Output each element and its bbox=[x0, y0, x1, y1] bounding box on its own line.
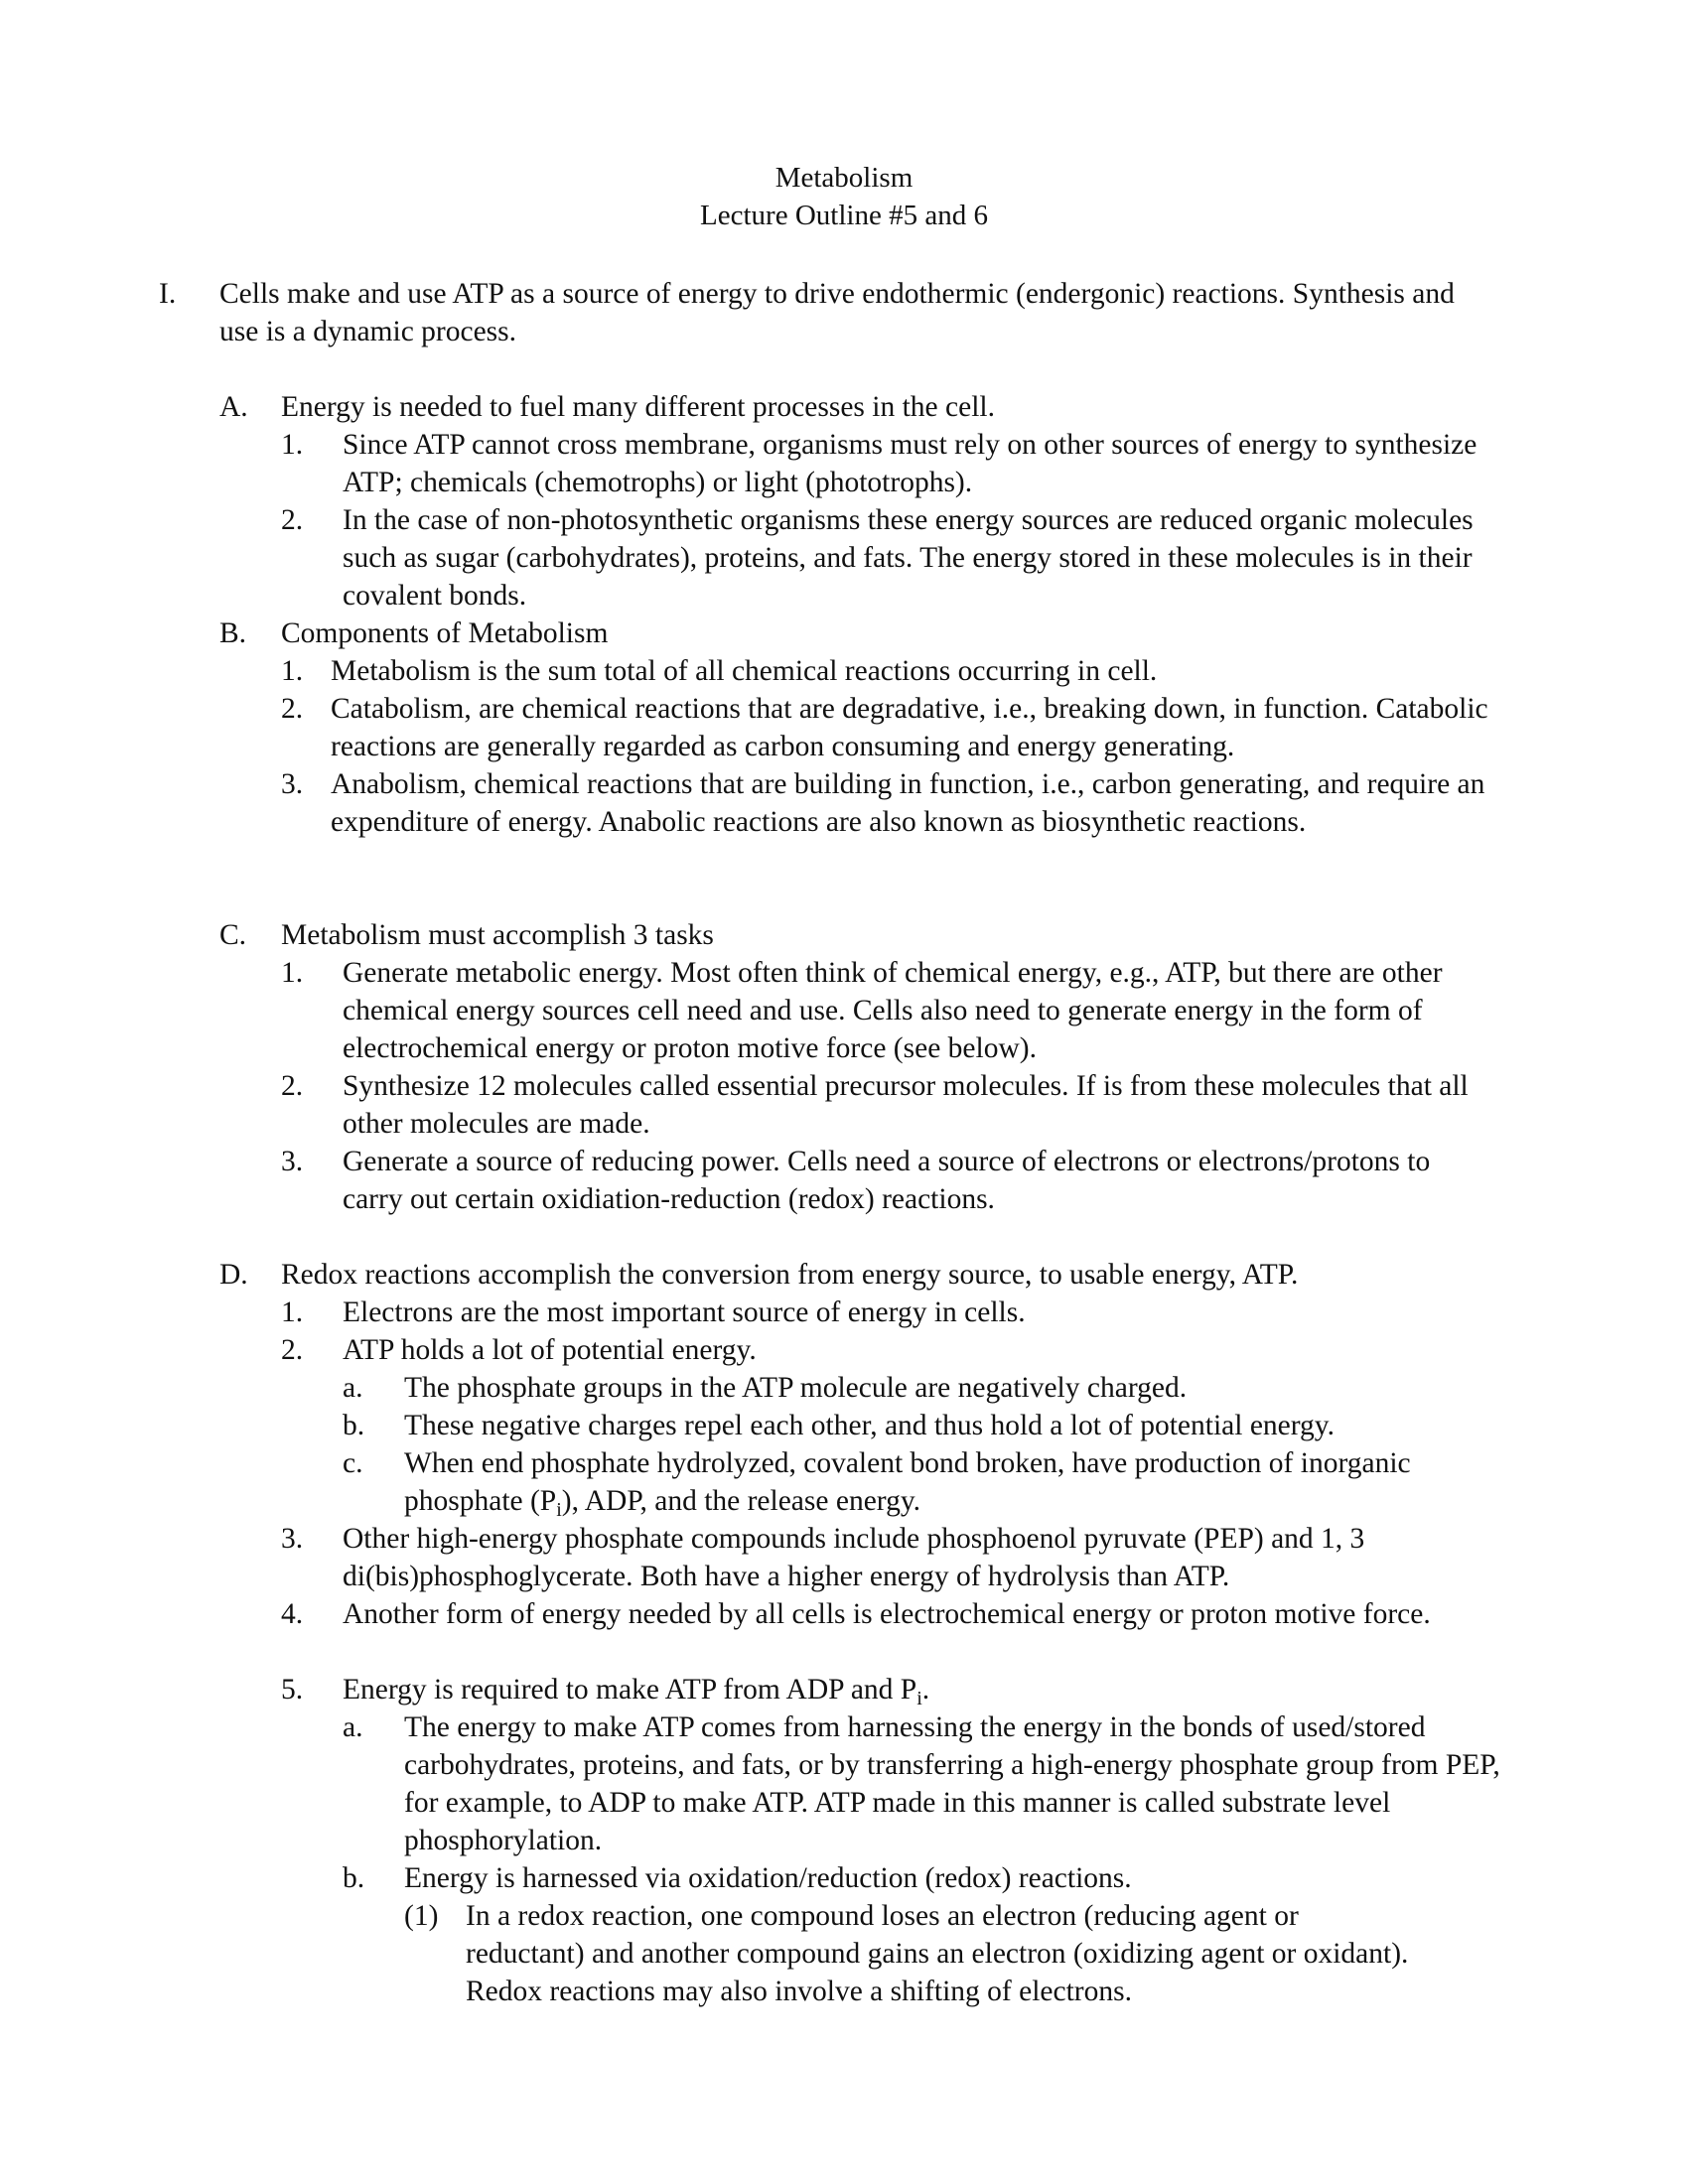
list-item: In the case of non-photosynthetic organisms these energy sources are reduced organic molecules such as sugar (carbohydrates), proteins, and fats. The energy stored in these molecules is in their covalent bonds. bbox=[343, 504, 1474, 612]
list-item-label: 1. bbox=[281, 1297, 304, 1328]
list-subitem-label: c. bbox=[343, 1447, 363, 1479]
list-subitem: When end phosphate hydrolyzed, covalent bond broken, have production of inorganic phosphate $(P_i)$, ADP, and the release energy. bbox=[404, 1447, 1411, 1521]
list-item: Another form of energy needed by all cells is electrochemical energy or proton motive force. bbox=[343, 1598, 1431, 1630]
list-item-label: 2. bbox=[281, 693, 304, 725]
outline-label-D: D. bbox=[219, 1259, 248, 1291]
list-item: Generate a source of reducing power. Cells need a source of electrons or electrons/protons to carry out certain oxidiation-reduction (redox) reactions. bbox=[343, 1146, 1431, 1215]
list-item: Synthesize 12 molecules called essential precursor molecules. If is from these molecules that all other molecules are made. bbox=[343, 1070, 1469, 1140]
list-item: Anabolism, chemical reactions that are building in function, i.e., carbon generating, and require an expenditure of energy. Anabolic reactions are also known as biosynthetic reactions. bbox=[331, 768, 1485, 838]
outline-item-B: Components of Metabolism bbox=[281, 617, 609, 649]
list-subsubitem-label: (1) bbox=[404, 1900, 439, 1932]
list-item-label: 1. bbox=[281, 429, 304, 461]
list-item: ATP holds a lot of potential energy. bbox=[343, 1334, 757, 1366]
list-subitem: The energy to make ATP comes from harnessing the energy in the bonds of used/stored carbohydrates, proteins, and fats, or by transferring a high-energy phosphate group from PEP, for example, to ADP to make ATP. ATP made in this manner is called substrate level phosphorylation. bbox=[404, 1711, 1500, 1856]
outline-label-B: B. bbox=[219, 617, 247, 649]
list-item-label: 2. bbox=[281, 504, 304, 536]
list-subitem: These negative charges repel each other, and thus hold a lot of potential energy. bbox=[404, 1410, 1336, 1441]
outline-label-A: A. bbox=[219, 391, 248, 423]
list-item-label: 1. bbox=[281, 655, 304, 687]
outline-item-C: Metabolism must accomplish 3 tasks bbox=[281, 919, 714, 951]
list-item-label: 1. bbox=[281, 957, 304, 989]
list-subitem: The phosphate groups in the ATP molecule are negatively charged. bbox=[404, 1372, 1188, 1404]
outline-item-I: Cells make and use ATP as a source of energy to drive endothermic (endergonic) reactions. Synthesis and use is a dynamic process. bbox=[219, 278, 1455, 347]
list-item: Catabolism, are chemical reactions that are degradative, i.e., breaking down, in function. Catabolic reactions are generally regarded as carbon consuming and energy generating. bbox=[331, 693, 1488, 762]
outline-label-C: C. bbox=[219, 919, 247, 951]
list-subitem-label: a. bbox=[343, 1372, 363, 1404]
list-subitem-label: b. bbox=[343, 1410, 365, 1441]
list-item-label: 5. bbox=[281, 1674, 304, 1706]
outline-item-D: Redox reactions accomplish the conversion from energy source, to usable energy, ATP. bbox=[281, 1259, 1299, 1291]
list-item: Energy is required to make ATP from ADP and $P_i$. bbox=[343, 1674, 930, 1709]
list-item-label: 3. bbox=[281, 768, 304, 800]
list-subitem: Energy is harnessed via oxidation/reduction (redox) reactions. bbox=[404, 1862, 1132, 1894]
list-item-label: 3. bbox=[281, 1523, 304, 1555]
list-item: Generate metabolic energy. Most often think of chemical energy, e.g., ATP, but there are other chemical energy sources cell need and use. Cells also need to generate energy in the form of electrochemical energy or proton motive force (see below). bbox=[343, 957, 1443, 1064]
list-subitem-label: a. bbox=[343, 1711, 363, 1743]
list-item-label: 4. bbox=[281, 1598, 304, 1630]
outline-label-I: I. bbox=[159, 278, 177, 310]
list-item-label: 2. bbox=[281, 1070, 304, 1102]
outline-item-A: Energy is needed to fuel many different processes in the cell. bbox=[281, 391, 995, 423]
list-item-label: 3. bbox=[281, 1146, 304, 1177]
document-title: Metabolism bbox=[774, 162, 914, 194]
list-subitem-label: b. bbox=[343, 1862, 365, 1894]
list-item: Metabolism is the sum total of all chemical reactions occurring in cell. bbox=[331, 655, 1158, 687]
list-item: Since ATP cannot cross membrane, organisms must rely on other sources of energy to synthesize ATP; chemicals (chemotrophs) or light (phototrophs). bbox=[343, 429, 1477, 498]
list-item: Other high-energy phosphate compounds include phosphoenol pyruvate (PEP) and 1, 3 di(bis)phosphoglycerate. Both have a higher energy of hydrolysis than ATP. bbox=[343, 1523, 1365, 1592]
document-subtitle: Lecture Outline #5 and 6 bbox=[700, 200, 988, 231]
list-item-label: 2. bbox=[281, 1334, 304, 1366]
list-subsubitem: In a redox reaction, one compound loses an electron (reducing agent or reductant) and another compound gains an electron (oxidizing agent or oxidant). Redox reactions may also involve a shifting of electrons. bbox=[466, 1900, 1409, 2007]
list-item: Electrons are the most important source of energy in cells. bbox=[343, 1297, 1026, 1328]
